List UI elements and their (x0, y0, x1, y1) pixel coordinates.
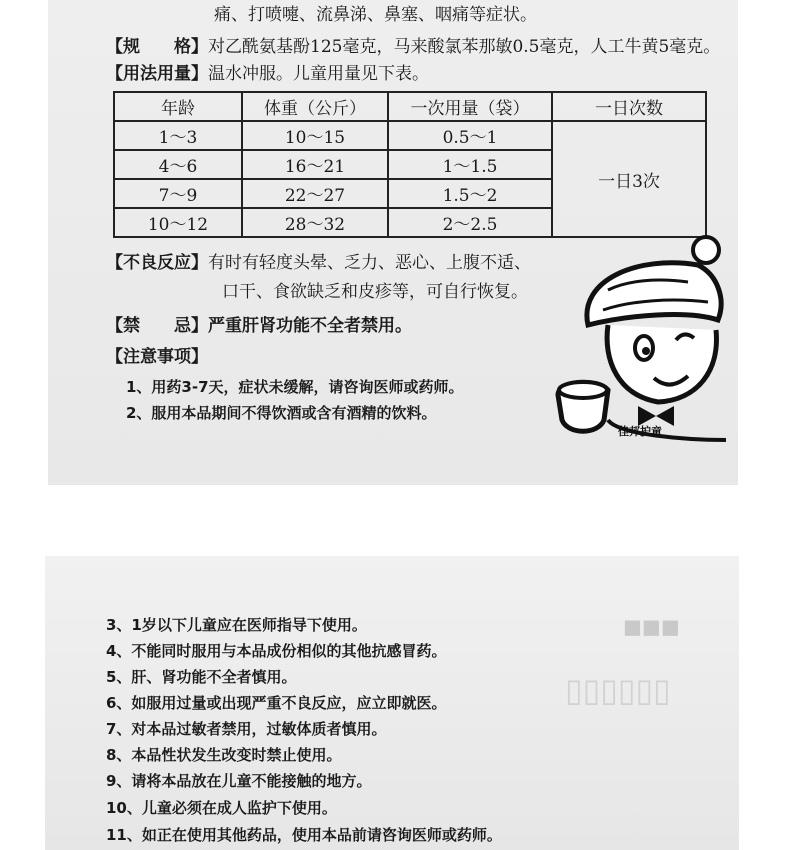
cell-weight: 10～15 (242, 121, 388, 150)
contra-label: 【禁 忌】 (106, 316, 208, 336)
contra-row (106, 315, 412, 337)
note-item-4: 4、不能同时服用与本品成份相似的其他抗感冒药。 (106, 642, 447, 660)
adverse-line1: 有时有轻度头晕、乏力、恶心、上腹不适、 (208, 253, 531, 273)
notes-label: 【注意事项】 (106, 347, 208, 367)
table-row (114, 121, 706, 150)
cell-dose: 2～2.5 (388, 208, 552, 237)
cell-age: 7～9 (114, 179, 242, 208)
usage-label: 【用法用量】 (106, 64, 208, 84)
adverse-line2: 口干、食欲缺乏和皮疹等，可自行恢复。 (222, 282, 528, 302)
brand-label: 佳邦护童 (618, 425, 662, 438)
cell-dose: 0.5～1 (388, 121, 552, 150)
note-item-5: 5、肝、肾功能不全者慎用。 (106, 668, 297, 686)
dosage-table (113, 91, 707, 238)
adverse-label: 【不良反应】 (106, 253, 208, 273)
spec-row (106, 36, 720, 58)
note-item-11: 11、如正在使用其他药品，使用本品前请咨询医师或药师。 (106, 826, 502, 844)
note-item-7: 7、对本品过敏者禁用，过敏体质者慎用。 (106, 720, 387, 738)
mascot-illustration (548, 230, 733, 445)
header-daily-times: 一日次数 (552, 92, 706, 121)
cell-weight: 22～27 (242, 179, 388, 208)
note-item-8: 8、本品性状发生改变时禁止使用。 (106, 746, 342, 764)
note-item-9: 9、请将本品放在儿童不能接触的地方。 (106, 772, 372, 790)
header-weight: 体重（公斤） (242, 92, 388, 121)
spec-label: 【规 格】 (106, 37, 208, 57)
adverse-row (106, 252, 531, 274)
cell-daily-times: 一日3次 (552, 121, 706, 237)
cell-weight: 28～32 (242, 208, 388, 237)
note-item-2: 2、服用本品期间不得饮酒或含有酒精的饮料。 (126, 404, 437, 422)
usage-row (106, 63, 429, 85)
header-dose: 一次用量（袋） (388, 92, 552, 121)
spec-text: 对乙酰氨基酚125毫克，马来酸氯苯那敏0.5毫克，人工牛黄5毫克。 (208, 37, 721, 57)
contra-text: 严重肝肾功能不全者禁用。 (208, 316, 412, 336)
cell-age: 10～12 (114, 208, 242, 237)
note-item-6: 6、如服用过量或出现严重不良反应，应立即就医。 (106, 694, 447, 712)
symptoms-tail-text: 痛、打喷嚏、流鼻涕、鼻塞、咽痛等症状。 (214, 5, 537, 25)
note-item-1: 1、用药3-7天，症状未缓解，请咨询医师或药师。 (126, 378, 464, 396)
cell-dose: 1～1.5 (388, 150, 552, 179)
usage-text: 温水冲服。儿童用量见下表。 (208, 64, 429, 84)
ghost-brand: ■■■ (623, 618, 680, 642)
note-item-3: 3、1岁以下儿童应在医师指导下使用。 (106, 616, 367, 634)
header-age: 年龄 (114, 92, 242, 121)
cell-age: 4～6 (114, 150, 242, 179)
dosage-table-header (114, 92, 706, 121)
ghost-title: ▯▯▯▯▯▯ (565, 671, 671, 709)
cell-age: 1～3 (114, 121, 242, 150)
cell-dose: 1.5～2 (388, 179, 552, 208)
cell-weight: 16～21 (242, 150, 388, 179)
note-item-10: 10、儿童必须在成人监护下使用。 (106, 799, 337, 817)
